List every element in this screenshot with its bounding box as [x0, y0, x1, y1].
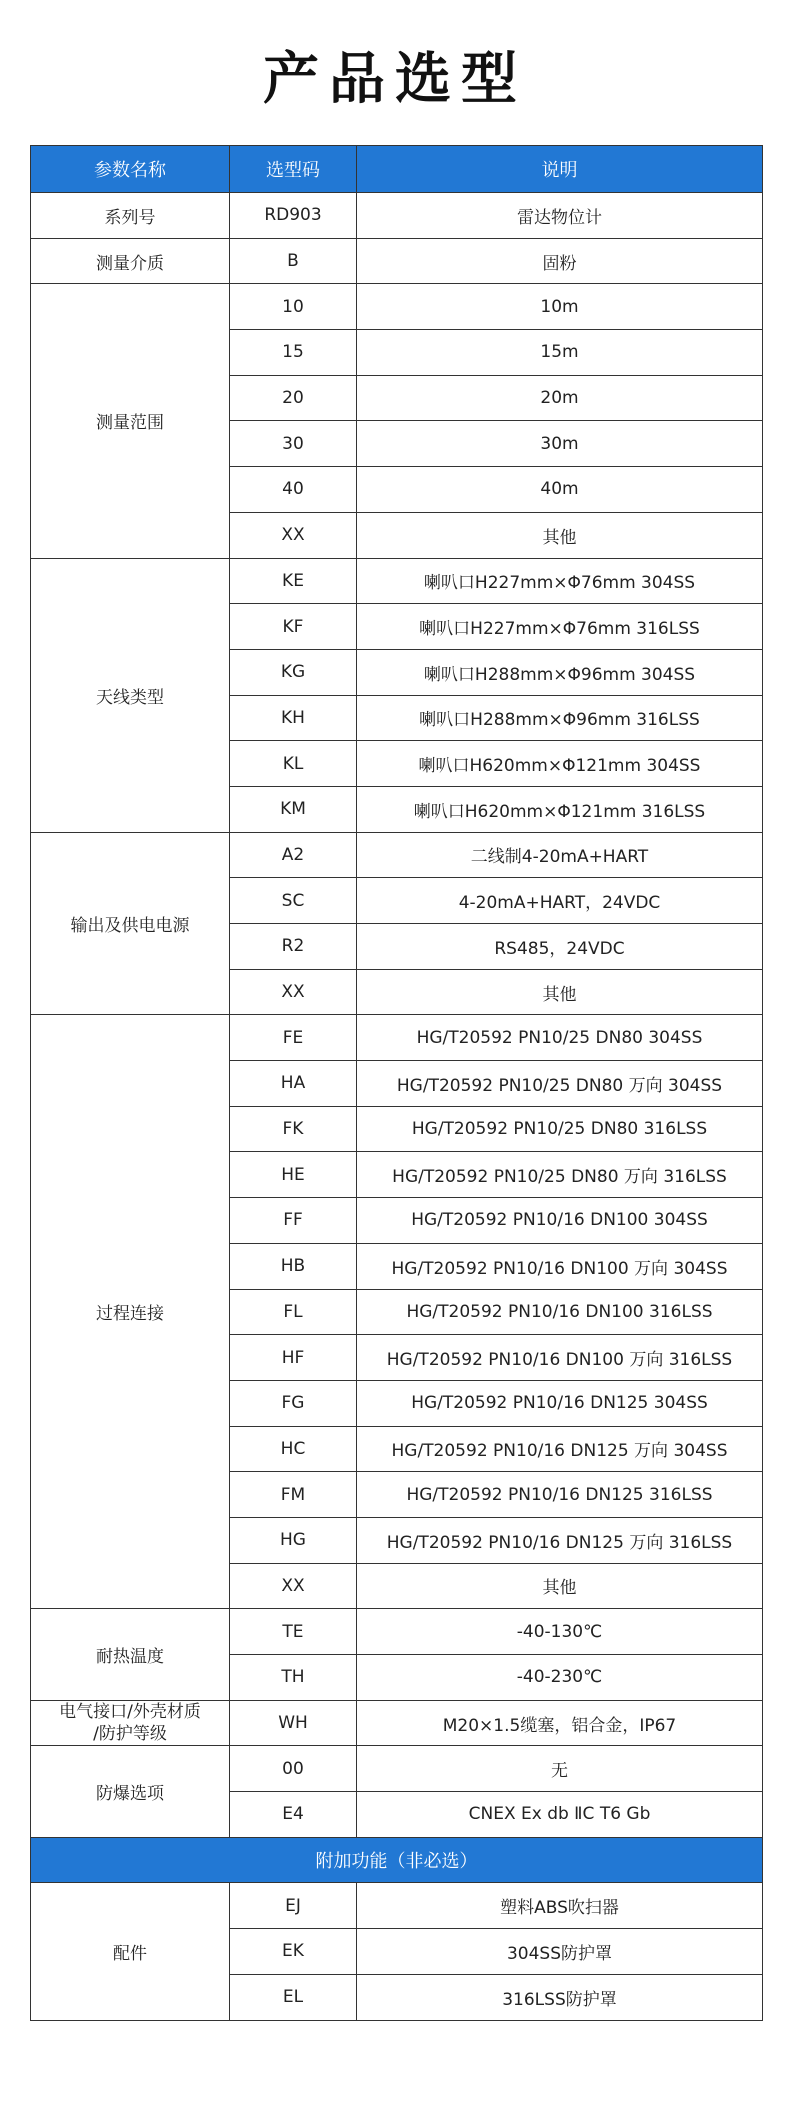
- param-explosion: 防爆选项: [31, 1746, 230, 1837]
- code-cell: TH: [230, 1655, 357, 1701]
- table-row: [31, 238, 763, 284]
- code-cell: XX: [230, 512, 357, 558]
- desc-cell: 雷达物位计: [357, 193, 763, 239]
- desc-cell: 其他: [357, 969, 763, 1015]
- code-cell: FK: [230, 1106, 357, 1152]
- table-row: [31, 193, 763, 239]
- code-cell: 30: [230, 421, 357, 467]
- code-cell: KH: [230, 695, 357, 741]
- desc-cell: M20×1.5缆塞，铝合金，IP67: [357, 1700, 763, 1746]
- code-cell: A2: [230, 832, 357, 878]
- header-param-name: 参数名称: [31, 146, 230, 193]
- desc-cell: 316LSS防护罩: [357, 1974, 763, 2020]
- param-antenna: 天线类型: [31, 558, 230, 832]
- code-cell: KE: [230, 558, 357, 604]
- table-row: [31, 1015, 763, 1061]
- desc-cell: 喇叭口H227mm×Φ76mm 316LSS: [357, 604, 763, 650]
- desc-cell: 15m: [357, 330, 763, 376]
- code-cell: 15: [230, 330, 357, 376]
- title-area: [0, 0, 790, 144]
- table-header-row: [31, 146, 763, 193]
- code-cell: FG: [230, 1380, 357, 1426]
- desc-cell: RS485，24VDC: [357, 924, 763, 970]
- code-cell: EK: [230, 1929, 357, 1975]
- code-cell: HF: [230, 1335, 357, 1381]
- table-row: [31, 1883, 763, 1929]
- code-cell: 10: [230, 284, 357, 330]
- desc-cell: 其他: [357, 1563, 763, 1609]
- code-cell: XX: [230, 1563, 357, 1609]
- desc-cell: HG/T20592 PN10/16 DN100 304SS: [357, 1198, 763, 1244]
- desc-cell: 固粉: [357, 238, 763, 284]
- desc-cell: -40-230℃: [357, 1655, 763, 1701]
- param-housing-line1: 电气接口/外壳材质: [59, 1702, 201, 1723]
- code-cell: KF: [230, 604, 357, 650]
- code-cell: KL: [230, 741, 357, 787]
- desc-cell: 无: [357, 1746, 763, 1792]
- table-row: [31, 1609, 763, 1655]
- code-cell: FE: [230, 1015, 357, 1061]
- desc-cell: 其他: [357, 512, 763, 558]
- param-temperature: 耐热温度: [31, 1609, 230, 1700]
- desc-cell: 20m: [357, 375, 763, 421]
- table-row: [31, 1700, 763, 1746]
- selection-table: [30, 145, 763, 2021]
- desc-cell: HG/T20592 PN10/16 DN100 万向 304SS: [357, 1243, 763, 1289]
- param-housing-line2: /防护等级: [93, 1724, 167, 1745]
- desc-cell: HG/T20592 PN10/16 DN125 万向 304SS: [357, 1426, 763, 1472]
- code-cell: B: [230, 238, 357, 284]
- param-series: 系列号: [31, 193, 230, 239]
- desc-cell: HG/T20592 PN10/16 DN100 万向 316LSS: [357, 1335, 763, 1381]
- additional-section-title: 附加功能（非必选）: [31, 1837, 763, 1883]
- code-cell: HE: [230, 1152, 357, 1198]
- table-row: [31, 558, 763, 604]
- desc-cell: 喇叭口H288mm×Φ96mm 316LSS: [357, 695, 763, 741]
- code-cell: KM: [230, 786, 357, 832]
- desc-cell: 4-20mA+HART，24VDC: [357, 878, 763, 924]
- additional-section-row: [31, 1837, 763, 1883]
- param-housing: [31, 1700, 230, 1746]
- table-row: [31, 284, 763, 330]
- param-range: 测量范围: [31, 284, 230, 558]
- param-accessories: 配件: [31, 1883, 230, 2020]
- desc-cell: HG/T20592 PN10/25 DN80 316LSS: [357, 1106, 763, 1152]
- code-cell: FL: [230, 1289, 357, 1335]
- desc-cell: CNEX Ex db ⅡC T6 Gb: [357, 1792, 763, 1838]
- header-description: 说明: [357, 146, 763, 193]
- code-cell: 20: [230, 375, 357, 421]
- code-cell: SC: [230, 878, 357, 924]
- param-process: 过程连接: [31, 1015, 230, 1609]
- page-title: 产品选型: [263, 47, 527, 112]
- code-cell: WH: [230, 1700, 357, 1746]
- desc-cell: -40-130℃: [357, 1609, 763, 1655]
- desc-cell: HG/T20592 PN10/16 DN100 316LSS: [357, 1289, 763, 1335]
- desc-cell: HG/T20592 PN10/25 DN80 304SS: [357, 1015, 763, 1061]
- code-cell: HB: [230, 1243, 357, 1289]
- desc-cell: HG/T20592 PN10/25 DN80 万向 304SS: [357, 1061, 763, 1107]
- desc-cell: HG/T20592 PN10/25 DN80 万向 316LSS: [357, 1152, 763, 1198]
- desc-cell: HG/T20592 PN10/16 DN125 万向 316LSS: [357, 1517, 763, 1563]
- code-cell: TE: [230, 1609, 357, 1655]
- code-cell: FM: [230, 1472, 357, 1518]
- header-code: 选型码: [230, 146, 357, 193]
- desc-cell: HG/T20592 PN10/16 DN125 304SS: [357, 1380, 763, 1426]
- code-cell: XX: [230, 969, 357, 1015]
- code-cell: FF: [230, 1198, 357, 1244]
- desc-cell: 喇叭口H227mm×Φ76mm 304SS: [357, 558, 763, 604]
- code-cell: HG: [230, 1517, 357, 1563]
- table-row: [31, 1746, 763, 1792]
- desc-cell: 10m: [357, 284, 763, 330]
- desc-cell: 喇叭口H288mm×Φ96mm 304SS: [357, 649, 763, 695]
- desc-cell: 304SS防护罩: [357, 1929, 763, 1975]
- desc-cell: 喇叭口H620mm×Φ121mm 304SS: [357, 741, 763, 787]
- code-cell: 00: [230, 1746, 357, 1792]
- desc-cell: 喇叭口H620mm×Φ121mm 316LSS: [357, 786, 763, 832]
- desc-cell: 40m: [357, 467, 763, 513]
- desc-cell: 30m: [357, 421, 763, 467]
- code-cell: E4: [230, 1792, 357, 1838]
- desc-cell: HG/T20592 PN10/16 DN125 316LSS: [357, 1472, 763, 1518]
- param-medium: 测量介质: [31, 238, 230, 284]
- code-cell: 40: [230, 467, 357, 513]
- code-cell: HA: [230, 1061, 357, 1107]
- code-cell: R2: [230, 924, 357, 970]
- desc-cell: 塑料ABS吹扫器: [357, 1883, 763, 1929]
- code-cell: KG: [230, 649, 357, 695]
- code-cell: RD903: [230, 193, 357, 239]
- desc-cell: 二线制4-20mA+HART: [357, 832, 763, 878]
- code-cell: EJ: [230, 1883, 357, 1929]
- code-cell: EL: [230, 1974, 357, 2020]
- param-output: 输出及供电电源: [31, 832, 230, 1015]
- code-cell: HC: [230, 1426, 357, 1472]
- table-row: [31, 832, 763, 878]
